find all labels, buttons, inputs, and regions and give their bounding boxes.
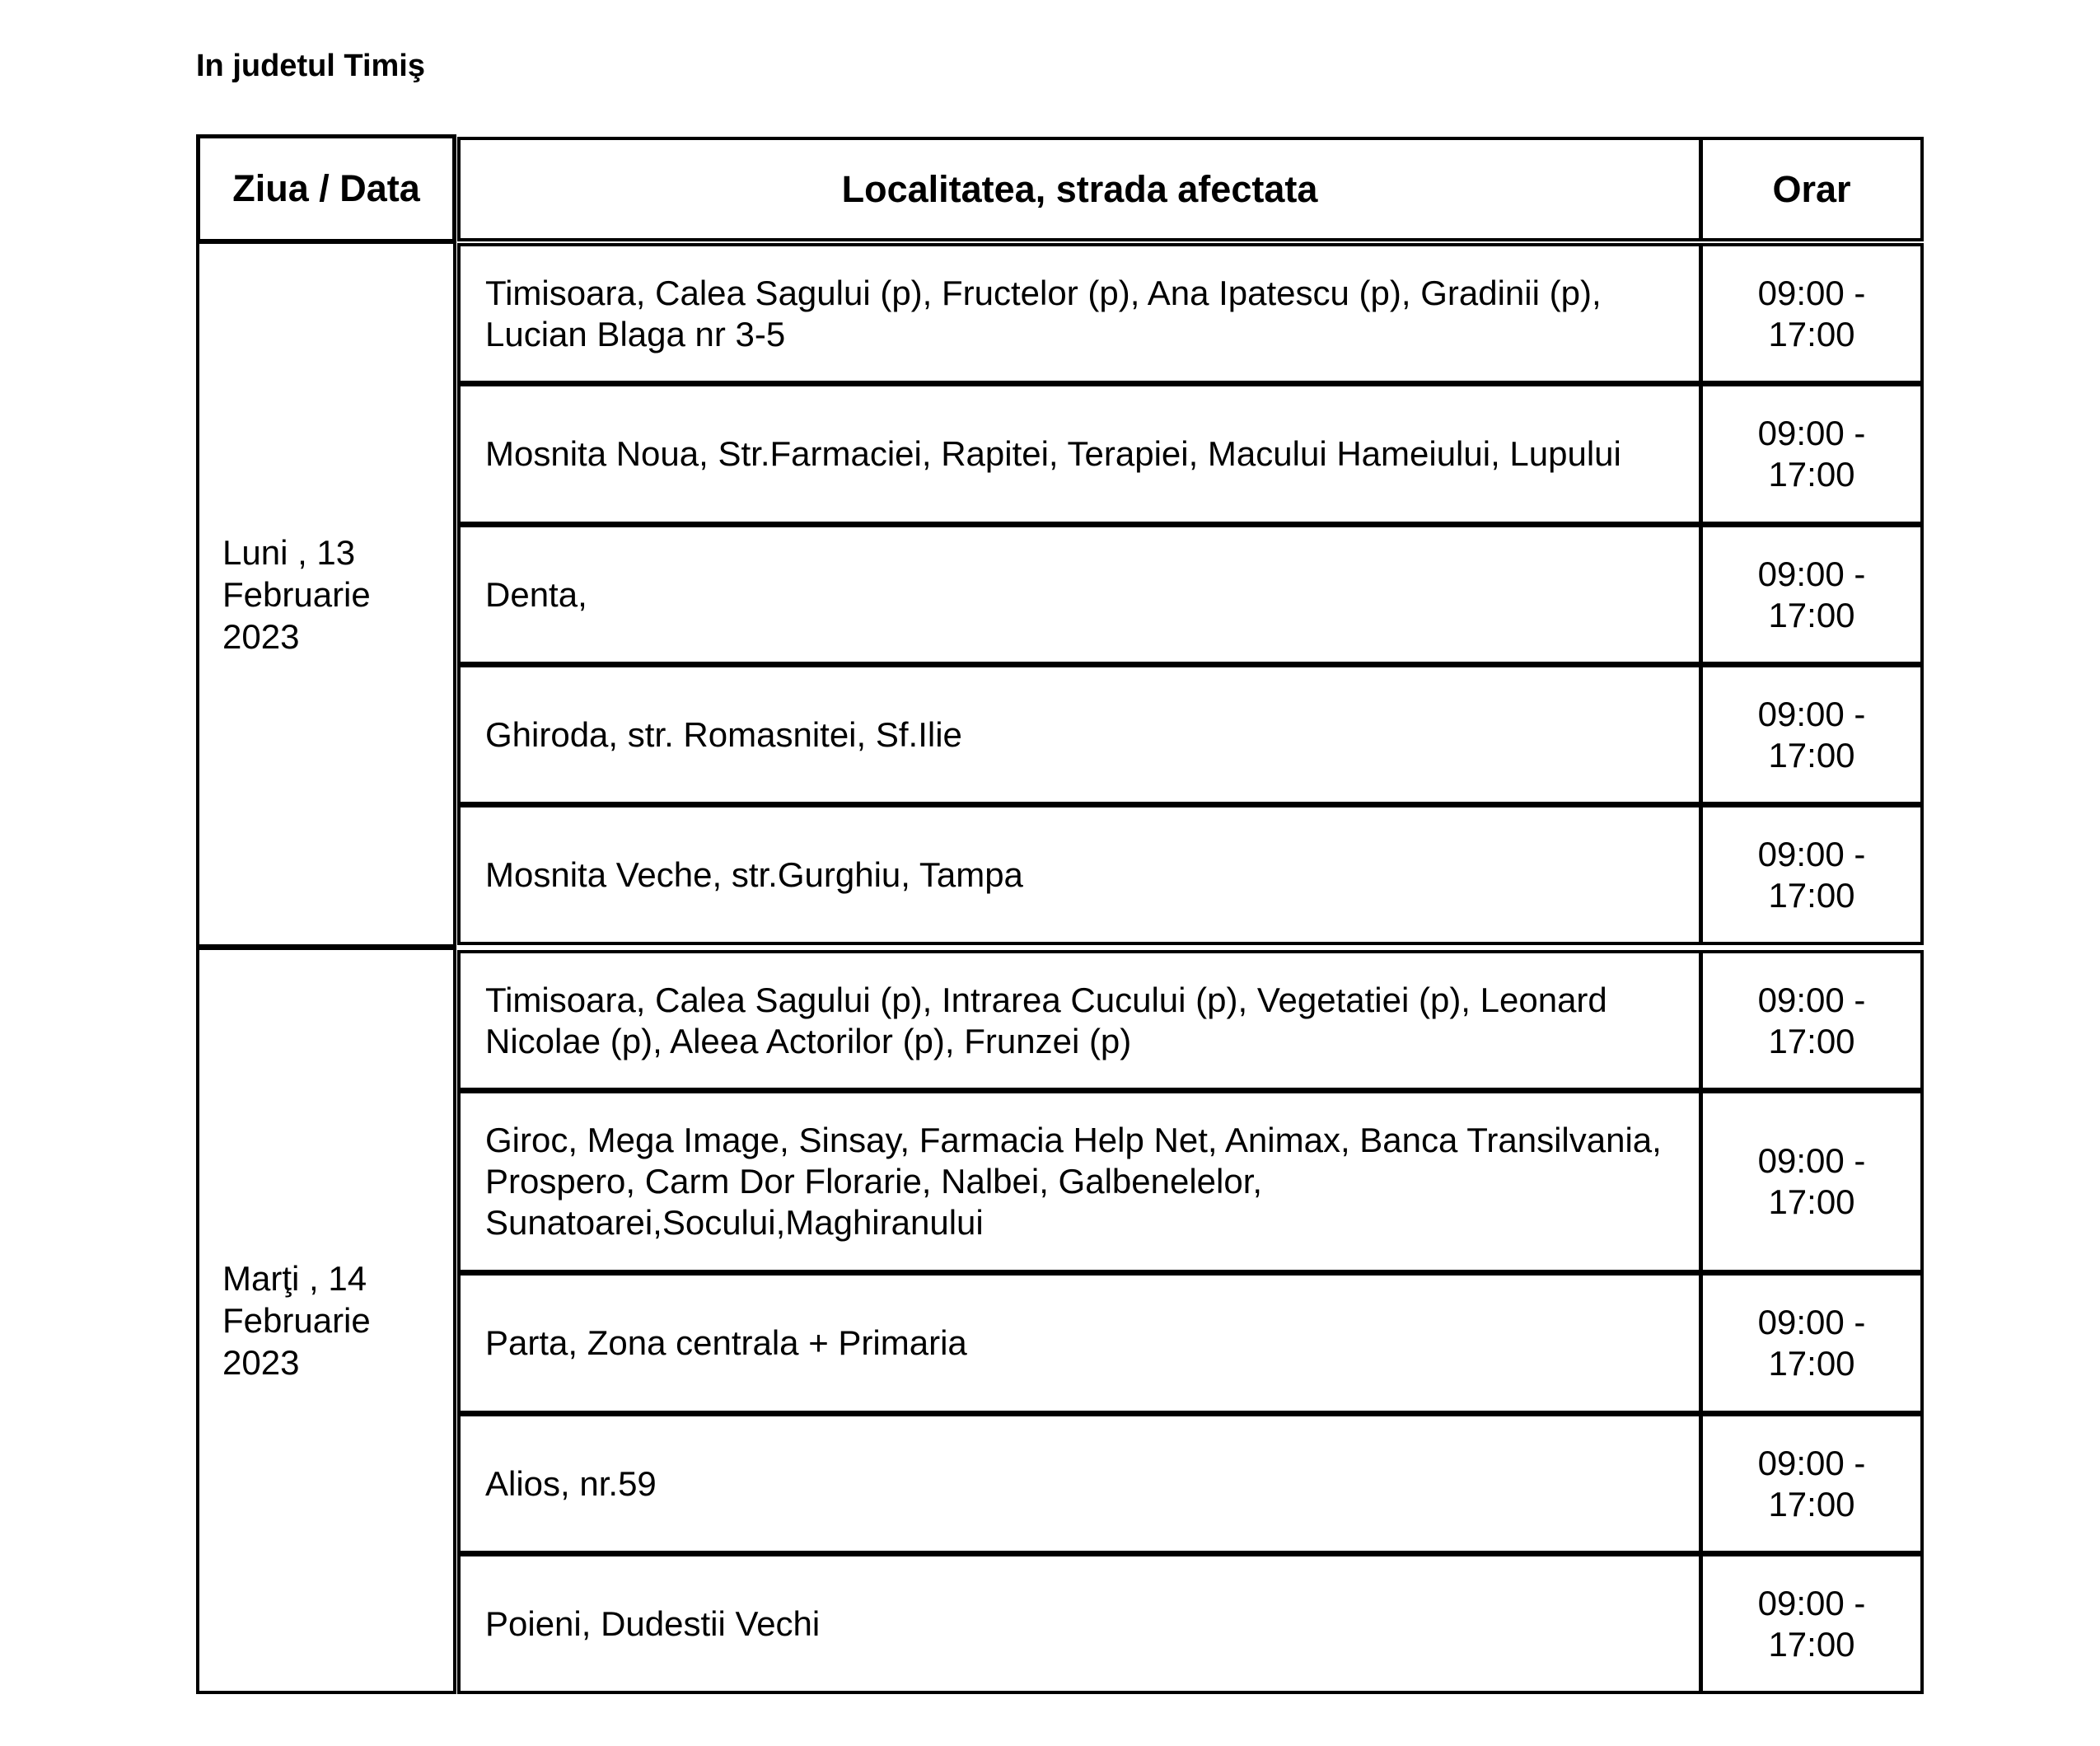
- time-cell: [1700, 1090, 1924, 1273]
- time-cell: [1700, 243, 1924, 384]
- location-cell: [457, 1413, 1702, 1554]
- time-text: 09:00 - 17:00: [1757, 414, 1866, 494]
- day-cell-tuesday: [196, 947, 456, 1694]
- location-text: Parta, Zona centrala + Primaria: [485, 1323, 967, 1362]
- location-cell: [457, 664, 1702, 805]
- location-cell: [457, 1090, 1702, 1273]
- location-text: Timisoara, Calea Sagului (p), Intrarea Cucului (p), Vegetatiei (p), Leonard Nicolae (p), Aleea Actorilor (p), Frunzei (p): [485, 980, 1607, 1060]
- header-schedule: Orar: [1700, 137, 1924, 241]
- time-text: 09:00 - 17:00: [1757, 1583, 1866, 1664]
- time-text: 09:00 - 17:00: [1757, 834, 1866, 915]
- location-text: Denta,: [485, 574, 587, 614]
- time-cell: [1700, 664, 1924, 805]
- time-cell: [1700, 1413, 1924, 1554]
- location-text: Alios, nr.59: [485, 1463, 657, 1503]
- header-date: Ziua / Data: [196, 134, 456, 243]
- location-text: Poieni, Dudestii Vechi: [485, 1603, 821, 1643]
- time-text: 09:00 - 17:00: [1757, 1141, 1866, 1221]
- time-text: 09:00 - 17:00: [1757, 694, 1866, 775]
- location-cell: [457, 243, 1702, 384]
- page-title: In judetul Timiş: [196, 49, 425, 83]
- time-text: 09:00 - 17:00: [1757, 1303, 1866, 1383]
- location-text: Mosnita Noua, Str.Farmaciei, Rapitei, Terapiei, Macului Hameiului, Lupului: [485, 434, 1621, 473]
- time-cell: [1700, 804, 1924, 945]
- location-text: Timisoara, Calea Sagului (p), Fructelor (p), Ana Ipatescu (p), Gradinii (p), Lucian Blaga nr 3-5: [485, 273, 1602, 353]
- day-label: Marţi , 14 Februarie 2023: [222, 1259, 371, 1382]
- location-text: Mosnita Veche, str.Gurghiu, Tampa: [485, 854, 1023, 894]
- day-label: Luni , 13 Februarie 2023: [222, 532, 371, 656]
- location-text: Ghiroda, str. Romasnitei, Sf.Ilie: [485, 714, 962, 754]
- time-text: 09:00 - 17:00: [1757, 554, 1866, 634]
- location-cell: [457, 804, 1702, 945]
- location-cell: [457, 950, 1702, 1091]
- location-text: Giroc, Mega Image, Sinsay, Farmacia Help Net, Animax, Banca Transilvania, Prospero, Carm Dor Florarie, Nalbei, Galbenelelor, Sunatoarei,Socului,Maghiranului: [485, 1121, 1662, 1242]
- time-text: 09:00 - 17:00: [1757, 980, 1866, 1060]
- time-cell: [1700, 524, 1924, 665]
- time-cell: [1700, 1272, 1924, 1414]
- header-location: Localitatea, strada afectata: [457, 137, 1702, 241]
- time-cell: [1700, 383, 1924, 525]
- location-cell: [457, 1272, 1702, 1414]
- location-cell: [457, 1553, 1702, 1694]
- location-cell: [457, 524, 1702, 665]
- day-cell-monday: [196, 241, 456, 948]
- time-text: 09:00 - 17:00: [1757, 273, 1866, 353]
- time-cell: [1700, 1553, 1924, 1694]
- time-cell: [1700, 950, 1924, 1091]
- location-cell: [457, 383, 1702, 525]
- time-text: 09:00 - 17:00: [1757, 1443, 1866, 1524]
